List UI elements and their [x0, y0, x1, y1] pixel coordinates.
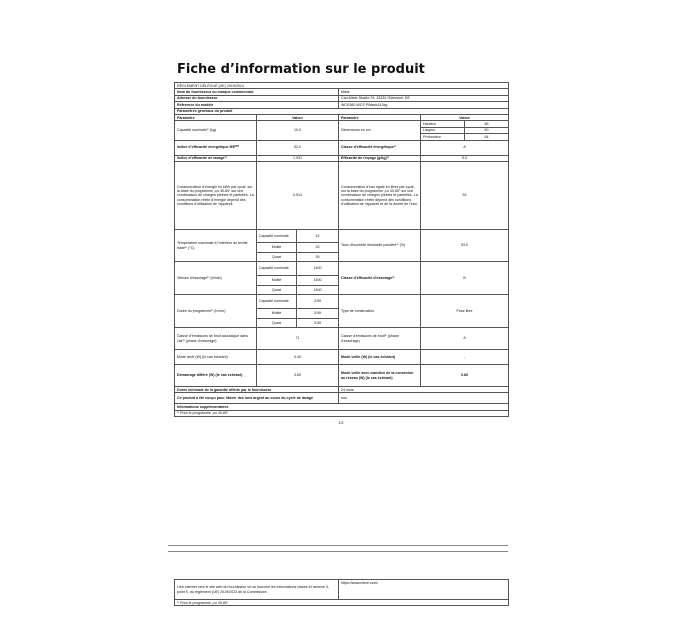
table-row [175, 580, 509, 600]
supplier-name-label: Nom du fournisseur ou marque commerciale [175, 89, 339, 95]
supplier-link-label: Lien internet vers le site web du fournisseur où se trouvent les informations visées à l’annexe II, point 9, du règlement (UE) 2019/2023 de la Commission [175, 580, 339, 600]
additional-info-heading: Informations supplémentaires [175, 404, 509, 410]
table-row [175, 393, 509, 404]
table-row [175, 600, 509, 606]
duration-sub-value: 3:59 [297, 319, 339, 328]
depth-value: 64 [465, 134, 509, 140]
table-row [175, 262, 509, 276]
spin-sub-value: 1400 [297, 262, 339, 276]
construction-value: Pose libre [421, 295, 509, 328]
page-divider [168, 551, 508, 552]
dimensions-label: Dimensions en cm [339, 121, 421, 140]
spin-sub-label: Moitié [257, 276, 297, 286]
width-label: Largeur [421, 127, 465, 133]
spin-sub-value: 1400 [297, 276, 339, 286]
spin-sub-label: Capacité nominale [257, 262, 297, 276]
param-header: Paramètre [339, 115, 421, 121]
temp-sub-label: Quart [257, 253, 297, 262]
page2-table [174, 579, 509, 606]
spin-speed-label: Vitesse d’essorage¹⁾ (tr/min) [175, 262, 257, 295]
depth-label: Profondeur [421, 134, 465, 140]
page-divider [168, 545, 508, 546]
temperature-label: Température maximale à l’intérieur du textile traité¹⁾ (°C) [175, 230, 257, 262]
table-row [175, 230, 509, 243]
energy-consumption-value: 0.514 [257, 162, 339, 230]
rinsing-value: 5.0 [421, 155, 509, 161]
noise-label: Classe d’émissions de bruit acoustique dans l’air¹⁾ (phase d’essorage) [175, 328, 257, 350]
spin-class-value: B [421, 262, 509, 295]
noise-class-value: A [421, 328, 509, 350]
table-row [175, 162, 509, 230]
guarantee-label: Durée minimale de la garantie offerte par le fournisseur [175, 387, 339, 393]
value-header: Valeur [421, 115, 509, 121]
energy-class-value: A [421, 140, 509, 155]
biocide-value: non [339, 393, 509, 404]
washing-index-label: Indice d’efficacité de lavage¹⁾ [175, 155, 257, 161]
table-row [175, 365, 509, 387]
temp-sub-value: 26 [297, 253, 339, 262]
product-info-table [174, 82, 509, 417]
page2-footnote: ¹⁾ Pour le programme „co 40-60“ [175, 600, 509, 606]
table-row [175, 328, 509, 350]
duration-sub-label: Capacité nominale [257, 295, 297, 309]
supplier-link-value: https://www.miele.com/ [339, 580, 509, 600]
delay-start-value: 3.60 [257, 365, 339, 387]
off-mode-value: 0.40 [257, 350, 339, 365]
biocide-label: Ce produit a été conçu pour libérer des ions argent au cours du cycle de lavage [175, 393, 339, 404]
table-row [175, 295, 509, 309]
eei-value: 52.0 [257, 140, 339, 155]
product-sheet-page-2 [174, 579, 508, 606]
delay-start-label: Démarrage différé (W) (le cas échéant) [175, 365, 257, 387]
noise-value: 71 [257, 328, 339, 350]
spin-class-label: Classe d’efficacité d’essorage¹⁾ [339, 262, 421, 295]
supplier-name-value: Miele [339, 89, 509, 95]
energy-consumption-label: Consommation d’énergie en kWh par cycle, sur la base du programme „co 40-60“ sur une combinaison de charges pleines et partielles. La consommation réelle d’énergie dépend des conditions d’utilisation de l’appareil. [175, 162, 257, 230]
noise-class-label: Classe d’émissions de bruit¹⁾ (phase d’essorage) [339, 328, 421, 350]
water-consumption-value: 53 [421, 162, 509, 230]
moisture-value: 53.0 [421, 230, 509, 262]
product-sheet-page-1 [174, 62, 508, 425]
height-value: 85 [465, 121, 509, 127]
rinsing-label: Efficacité de rinçage (g/kg)¹⁾ [339, 155, 421, 161]
duration-sub-label: Quart [257, 319, 297, 328]
supplier-address-label: Adresse du fournisseur [175, 95, 339, 101]
temp-sub-label: Moitié [257, 243, 297, 253]
spin-sub-label: Quart [257, 286, 297, 295]
duration-sub-value: 3:59 [297, 295, 339, 309]
page-number: 1/2 [338, 421, 344, 426]
model-label: Référence du modèle [175, 102, 339, 108]
table-row [175, 350, 509, 365]
networked-standby-label: Mode veille avec maintien de la connexion au réseau (W) (le cas échéant) [339, 365, 421, 387]
regulation-text: RÈGLEMENT DÉLÉGUÉ (UE) 2019/2014 [175, 83, 509, 89]
general-params-heading: Paramètres généraux du produit [175, 108, 509, 114]
moisture-label: Taux d’humidité résiduelle pondéré¹⁾ (%) [339, 230, 421, 262]
energy-class-label: Classe d’efficacité énergétique¹⁾ [339, 140, 421, 155]
construction-label: Type de construction [339, 295, 421, 328]
temp-sub-value: 42 [297, 230, 339, 243]
eei-label: Indice d’efficacité énergétique IEEᵂᵀ [175, 140, 257, 155]
table-row [175, 410, 509, 416]
off-mode-label: Mode arrêt (W) (le cas échéant) [175, 350, 257, 365]
height-label: Hauteur [421, 121, 465, 127]
standby-value: - [421, 350, 509, 365]
value-header: Valeur [257, 115, 339, 121]
networked-standby-value: 0.80 [421, 365, 509, 387]
table-row [175, 140, 509, 155]
capacity-value: 10.0 [257, 121, 339, 140]
temp-sub-label: Capacité nominale [257, 230, 297, 243]
temp-sub-value: 33 [297, 243, 339, 253]
supplier-address-value: Carl-Miele-Straße 29, 33332 Gütersloh, DE [339, 95, 509, 101]
duration-sub-value: 3:59 [297, 309, 339, 319]
capacity-label: Capacité nominale¹⁾ (kg) [175, 121, 257, 140]
param-header: Paramètre [175, 115, 257, 121]
document-title: Fiche d’information sur le produit [177, 62, 425, 77]
duration-label: Durée du programme¹⁾ (h:min) [175, 295, 257, 328]
guarantee-value: 24 mois [339, 387, 509, 393]
footnote: ¹⁾ Pour le programme „co 40-60“ [175, 410, 509, 416]
spin-sub-value: 1400 [297, 286, 339, 295]
width-value: 60 [465, 127, 509, 133]
standby-label: Mode veille (W) (le cas échéant) [339, 350, 421, 365]
duration-sub-label: Moitié [257, 309, 297, 319]
water-consumption-label: Consommation d’eau égale en litres par cycle, sur la base du programme „co 40-60“ sur une combinaison de charges pleines et partielles. La consommation réelle dépend des conditions d’utilisation de l’appareil et de la dureté de l’eau. [339, 162, 421, 230]
washing-index-value: 1.031 [257, 155, 339, 161]
model-value: WCK360 WCS PWash&10kg [339, 102, 509, 108]
